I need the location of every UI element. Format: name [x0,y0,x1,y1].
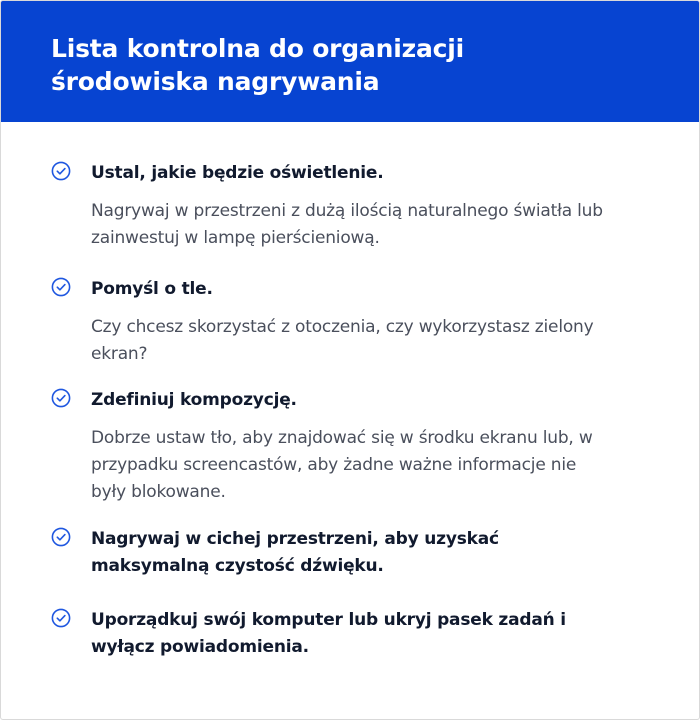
check-circle-icon [51,161,71,181]
checklist-item-description: Czy chcesz skorzystać z otoczenia, czy wykorzystasz zielony ekran? [91,317,594,364]
check-circle-icon [51,388,71,408]
checklist-item-description: Nagrywaj w przestrzeni z dużą ilością naturalnego światła lub zainwestuj w lampę pierścieniową. [91,201,603,248]
check-circle-icon [51,277,71,297]
checklist-item-title: Nagrywaj w cichej przestrzeni, aby uzyskać maksymalną czystość dźwięku. [91,529,499,576]
checklist-item-title: Zdefiniuj kompozycję. [91,390,297,410]
checklist-item-title: Pomyśl o tle. [91,279,213,299]
checklist-item-title: Ustal, jakie będzie oświetlenie. [91,163,384,183]
checklist-item-description: Dobrze ustaw tło, aby znajdować się w środku ekranu lub, w przypadku screencastów, aby żadne ważne informacje nie były blokowane. [91,428,593,502]
check-circle-icon [51,608,71,628]
card-title: Lista kontrolna do organizacji środowiska nagrywania [51,34,465,96]
card-header [1,1,699,122]
checklist-item-title: Uporządkuj swój komputer lub ukryj pasek zadań i wyłącz powiadomienia. [91,610,566,657]
check-circle-icon [51,527,71,547]
